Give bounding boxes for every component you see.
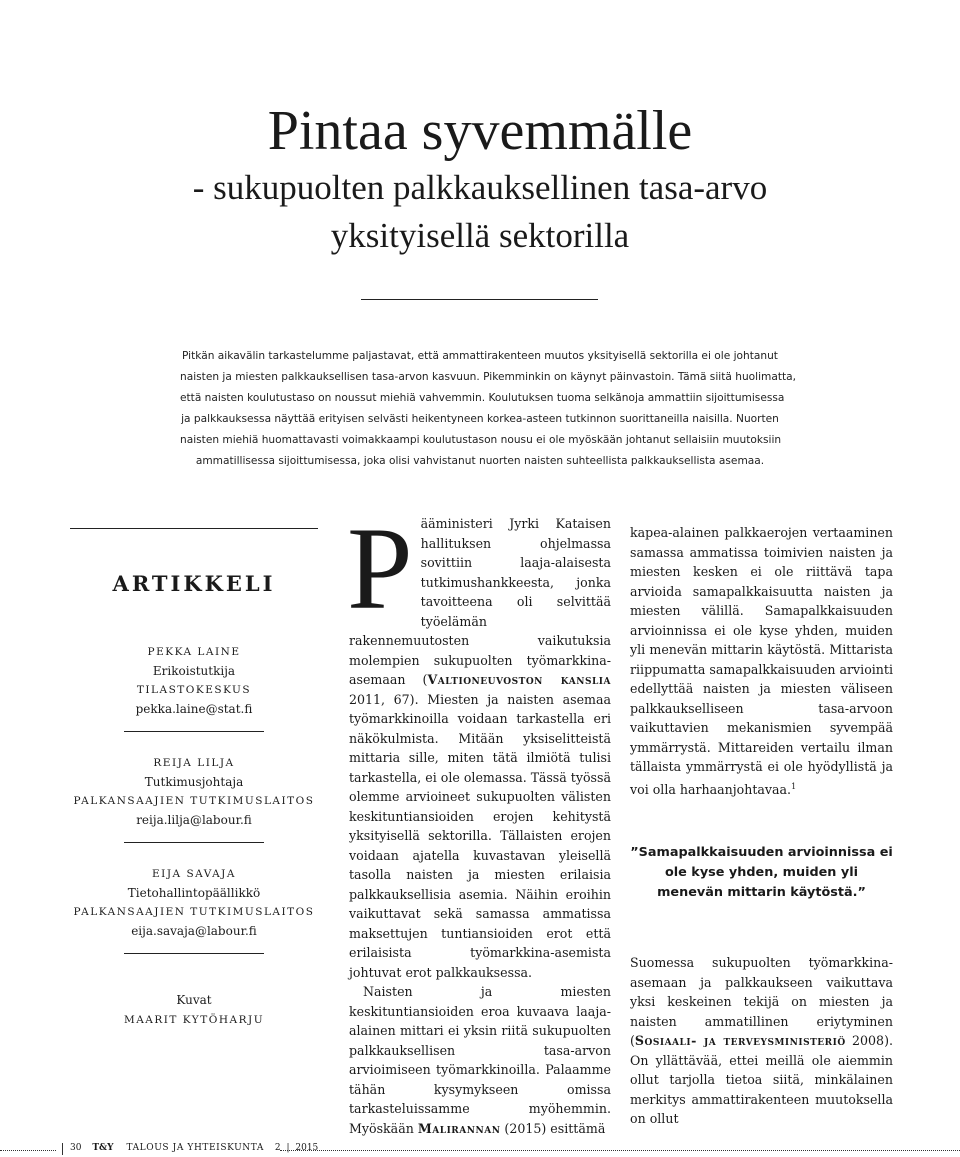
body-paragraph — [630, 523, 893, 799]
citation: Malirannan — [417, 1120, 501, 1136]
author-divider — [124, 731, 264, 732]
author-name: REIJA LILJA — [153, 757, 235, 769]
author-role: Tutkimusjohtaja — [144, 775, 244, 789]
footer-dotted-rule — [0, 1150, 56, 1151]
footnote-ref[interactable]: 1 — [791, 781, 797, 791]
photo-credit — [70, 990, 318, 1030]
credit-label: Kuvat — [176, 993, 212, 1007]
page-number: 30 — [70, 1143, 82, 1153]
lead-paragraph — [180, 346, 796, 472]
footer-text — [70, 1143, 318, 1153]
publication-name: TALOUS JA YHTEISKUNTA — [126, 1143, 264, 1153]
author-name: PEKKA LAINE — [147, 646, 241, 658]
author-email-link[interactable]: pekka.laine@stat.fi — [135, 702, 253, 716]
drop-cap: P — [347, 503, 413, 634]
subtitle-line-1: - sukupuolten palkkauksellinen tasa-arvo — [192, 168, 768, 207]
sidebar-top-rule — [70, 528, 318, 529]
body-paragraph — [347, 503, 611, 982]
text-run: 2011, 67). Miesten ja naisten asemaa työmarkkinoilla voidaan tarkastella eri näkökulmista. Mitään yksiselitteistä mittaria sille, miten tätä ilmiötä tulisi tarkastella, ei ole olemassa. Tässä työssä olemme arvioineet sukupuolten välisten keskituntiansioiden erojen kehitystä yksityisellä sektorilla. Tällaisten erojen voidaan ajatella kuvastavan yleisellä tasolla naisten ja miesten erilaisia palkkauksellisia asemia. Näihin eroihin vaikuttavat sekä samassa ammatissa maksettujen tuntiansioiden erot että erilaisista työmarkkina-asemista johtuvat erot palkkauksessa. — [349, 691, 611, 980]
text-run: (2015) esittämä — [500, 1120, 606, 1136]
lead-line: ja palkkauksessa näyttää erityisen selvästi heikentyneen korkea-asteen tutkinnon suorittaneilla naisilla. Nuorten — [181, 413, 779, 425]
citation: Sosiaali- ja terveysministeriö — [634, 1033, 846, 1049]
author-divider — [124, 842, 264, 843]
text-run: ääministeri Jyrki Kataisen hallituksen ohjelmassa sovittiin laaja-alaisesta tutkimushankkeesta, jonka tavoitteena oli selvittää työelämän rakennemuutosten vaikutuksia molempien sukupuolten työmarkkina-asemaan ( — [349, 516, 611, 687]
title-block — [0, 100, 960, 260]
author-divider — [124, 953, 264, 954]
author-block — [70, 754, 318, 843]
issue-separator: | — [286, 1143, 290, 1153]
citation: Valtioneuvoston kanslia — [427, 672, 611, 687]
issue-year: 2015 — [295, 1143, 319, 1153]
body-column-1 — [347, 503, 611, 1138]
issue-number: 2 — [274, 1143, 281, 1153]
author-role: Erikoistutkija — [152, 664, 236, 678]
body-paragraph — [349, 982, 611, 1138]
author-name: EIJA SAVAJA — [152, 868, 236, 880]
author-role: Tietohallintopäällikkö — [127, 886, 261, 900]
subtitle-line-2: yksityisellä sektorilla — [330, 216, 630, 255]
footer-dotted-rule — [280, 1150, 960, 1151]
lead-line: ammatillisessa sijoittumisessa, joka olisi vahvistanut nuorten naisten suhteellista palkkauksellista asemaa. — [195, 455, 765, 467]
text-run: Suomessa sukupuolten työmarkkina-asemaan ja palkkaukseen vaikuttava yksi keskeinen tekijä on miesten ja naisten ammatillinen eriytyminen ( — [630, 955, 893, 1049]
author-org: TILASTOKESKUS — [136, 684, 252, 696]
lead-line: naisten miehiä huomattavasti voimakkaampi koulutustason nousu ei ole myöskään johtanut sellaisiin muutoksiin — [180, 434, 782, 446]
lead-line: että naisten koulutustaso on noussut miehiä vahvemmin. Koulutuksen tuoma selkänoja ammattiin sijoittumisessa — [180, 392, 785, 404]
page-footer — [0, 1143, 960, 1157]
body-column-2 — [630, 523, 893, 1129]
title-divider — [361, 299, 598, 300]
brand-logo: T&Y — [92, 1143, 114, 1153]
author-email-link[interactable]: eija.savaja@labour.fi — [131, 924, 257, 938]
credit-name: MAARIT KYTÖHARJU — [123, 1014, 265, 1026]
footer-separator — [62, 1143, 63, 1155]
section-label: ARTIKKELI — [112, 571, 276, 596]
author-org: PALKANSAAJIEN TUTKIMUSLAITOS — [73, 906, 315, 918]
author-email-link[interactable]: reija.lilja@labour.fi — [136, 813, 252, 827]
page-title: Pintaa syvemmälle — [267, 100, 693, 162]
body-paragraph — [630, 953, 893, 1129]
text-run: 2008). On yllättävää, ettei meillä ole aiemmin ollut tarjolla tietoa siitä, minkälainen merkitys ammattirakenteen muutoksella on ollut — [630, 1033, 893, 1127]
text-run: kapea-alainen palkkaerojen vertaaminen samassa ammatissa toimivien naisten ja miesten kesken ei ole riittävä tapa arvioida samapalkkaisuutta naisten ja miesten välillä. Samapalkkaisuuden arvioinnissa ei ole kyse yhden, muiden yli menevän mittarin käytöstä. Mittarista riippumatta samapalkkaisuuden arviointi edellyttää naisten ja miesten väliseen palkkaukselliseen tasa-arvoon vaikuttavien mekanismien syvempää ymmärrystä. Mittareiden vertailu ilman tällaista ymmärrystä ei ole hyödyllistä ja voi olla harhaanjohtavaa. — [630, 525, 894, 797]
lead-line: naisten ja miesten palkkauksellisen tasa-arvon kasvuun. Pikemminkin on käynyt päinvastoin. Tämä siitä huolimatta, — [180, 371, 796, 383]
author-sidebar — [70, 528, 318, 1030]
author-block — [70, 865, 318, 954]
author-org: PALKANSAAJIEN TUTKIMUSLAITOS — [73, 795, 315, 807]
author-block — [70, 643, 318, 732]
text-run: Naisten ja miesten keskituntiansioiden eroa kuvaava laaja-alainen mittari ei yksin riitä sukupuolten palkkauksellisen tasa-arvon arvioimiseen työmarkkinoilla. Palaamme tähän kysymykseen omissa tarkasteluissamme myöhemmin. Myöskään — [349, 984, 611, 1136]
lead-line: Pitkän aikavälin tarkastelumme paljastavat, että ammattirakenteen muutos yksityisellä sektorilla ei ole johtanut — [182, 350, 778, 362]
pull-quote: ”Samapalkkaisuuden arvioinnissa ei ole kyse yhden, muiden yli menevän mittarin käytöstä.” — [630, 845, 893, 901]
